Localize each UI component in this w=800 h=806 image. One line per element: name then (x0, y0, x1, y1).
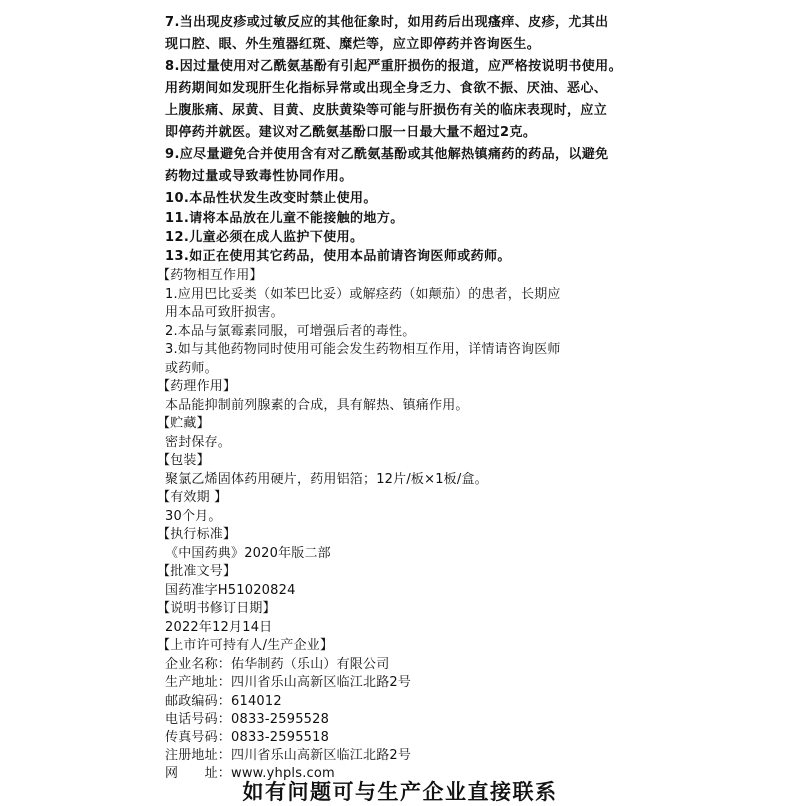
storage-text: 密封保存。 (165, 435, 232, 450)
caution-item-7: 7.当出现皮疹或过敏反应的其他征象时，如用药后出现瘙痒、皮疹，尤其出 (165, 15, 609, 30)
revision-text: 2022年12月14日 (165, 620, 273, 635)
interaction-item-3: 3.如与其他药物同时使用可能会发生药物相互作用，详情请咨询医师 (165, 342, 561, 357)
postal-code-row: 邮政编码：614012 (165, 694, 282, 709)
caution-item-8-cont-3: 即停药并就医。建议对乙酰氨基酚口服一日最大量不超过2克。 (165, 125, 537, 140)
standard-heading: 【执行标准】 (157, 527, 237, 542)
revision-heading: 【说明书修订日期】 (157, 601, 276, 616)
interaction-item-2: 2.本品与氯霉素同服，可增强后者的毒性。 (165, 324, 416, 339)
caution-item-8: 8.因过量使用对乙酰氨基酚有引起严重肝损伤的报道，应严格按说明书使用。 (165, 59, 622, 74)
fax-row: 传真号码：0833-2595518 (165, 730, 330, 745)
caution-item-7-cont: 现口腔、眼、外生殖器红斑、糜烂等，应立即停药并咨询医生。 (165, 37, 541, 52)
validity-text: 30个月。 (165, 509, 222, 524)
contact-footer: 如有问题可与生产企业直接联系 (242, 780, 558, 804)
caution-item-9: 9.应尽量避免合并使用含有对乙酰氨基酚或其他解热镇痛药的药品，以避免 (165, 147, 609, 162)
company-heading: 【上市许可持有人/生产企业】 (157, 638, 334, 653)
storage-heading: 【贮藏】 (157, 416, 210, 431)
pharmacology-text: 本品能抑制前列腺素的合成，具有解热、镇痛作用。 (165, 398, 469, 413)
approval-text: 国药准字H51020824 (165, 583, 296, 598)
interaction-item-1: 1.应用巴比妥类（如苯巴比妥）或解痉药（如颠茄）的患者，长期应 (165, 287, 561, 302)
caution-item-11: 11.请将本品放在儿童不能接触的地方。 (165, 211, 404, 226)
caution-item-9-cont: 药物过量或导致毒性协同作用。 (165, 169, 353, 184)
interaction-item-3-cont: 或药师。 (165, 361, 218, 376)
phone-row: 电话号码：0833-2595528 (165, 712, 330, 727)
validity-heading: 【有效期 】 (157, 490, 228, 505)
approval-heading: 【批准文号】 (157, 564, 237, 579)
pharmacology-heading: 【药理作用】 (157, 379, 237, 394)
production-address-row: 生产地址：四川省乐山高新区临江北路2号 (165, 675, 412, 690)
caution-item-12: 12.儿童必须在成人监护下使用。 (165, 230, 364, 245)
standard-text: 《中国药典》2020年版二部 (165, 546, 331, 561)
interactions-heading: 【药物相互作用】 (157, 268, 263, 283)
caution-item-13: 13.如正在使用其它药品，使用本品前请咨询医师或药师。 (165, 249, 511, 264)
package-text: 聚氯乙烯固体药用硬片，药用铝箔；12片/板×1板/盒。 (165, 472, 488, 487)
company-name-row: 企业名称：佑华制药（乐山）有限公司 (165, 657, 390, 672)
caution-item-10: 10.本品性状发生改变时禁止使用。 (165, 191, 377, 206)
website-row: 网 址：www.yhpls.com (165, 766, 335, 781)
package-heading: 【包装】 (157, 453, 210, 468)
interaction-item-1-cont: 用本品可致肝损害。 (165, 305, 284, 320)
registered-address-row: 注册地址：四川省乐山高新区临江北路2号 (165, 748, 412, 763)
caution-item-8-cont-2: 上腹胀痛、尿黄、目黄、皮肤黄染等可能与肝损伤有关的临床表现时，应立 (165, 103, 608, 118)
caution-item-8-cont-1: 用药期间如发现肝生化指标异常或出现全身乏力、食欲不振、厌油、恶心、 (165, 81, 608, 96)
